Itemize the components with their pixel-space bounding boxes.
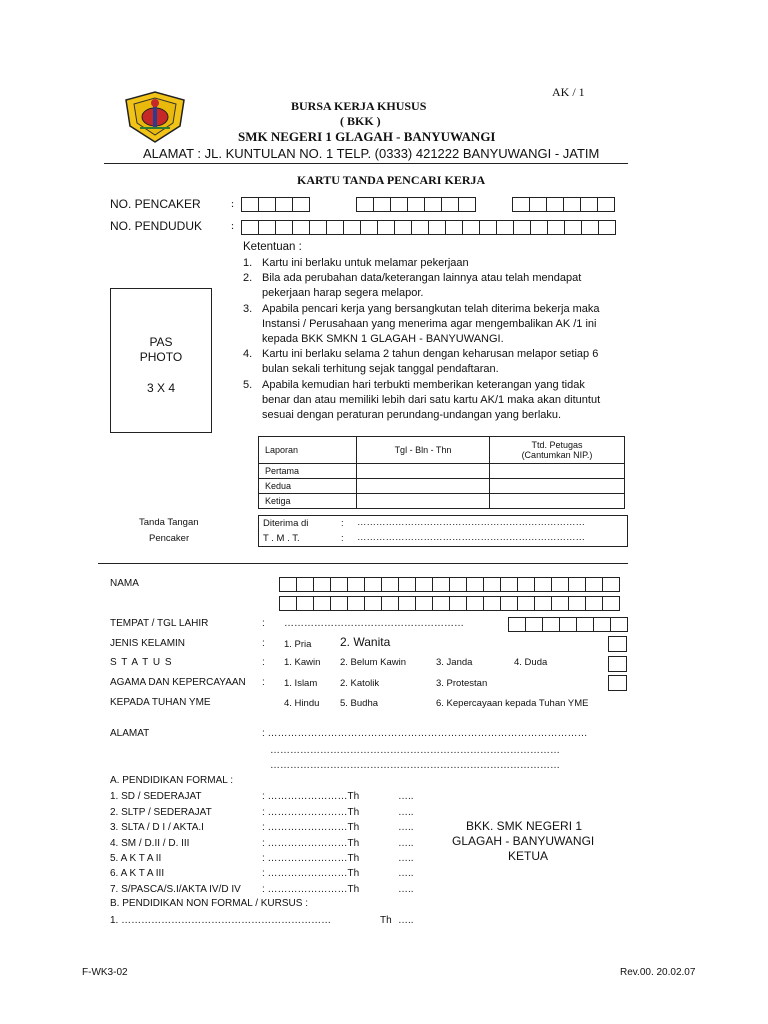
ketentuan-number: 3. <box>243 302 253 315</box>
pendidikan-formal-tail[interactable]: ….. <box>398 822 414 833</box>
tgl-lahir-boxes[interactable] <box>508 617 627 632</box>
jk-option-pria: 1. Pria <box>284 639 312 650</box>
status-colon: : <box>262 657 265 668</box>
ketentuan-line <box>243 332 600 347</box>
nonformal-item[interactable]: 1. ……………………………………………………… <box>110 915 332 926</box>
no-penduduk-colon: : <box>231 220 235 232</box>
status-option: 4. Duda <box>514 657 548 668</box>
header-title-3: SMK NEGERI 1 GLAGAH - BANYUWANGI <box>238 129 496 144</box>
tempat-label: TEMPAT / TGL LAHIR <box>110 618 209 629</box>
agama-option: 5. Budha <box>340 698 379 709</box>
pendidikan-formal-tail[interactable]: ….. <box>398 884 414 895</box>
pendidikan-formal-value[interactable]: : ……………………Th <box>262 791 360 802</box>
nonformal-th: Th <box>380 915 392 926</box>
ketentuan-text: benar dan atau memiliki lebih dari satu kartu AK/1 maka akan dituntut <box>262 393 601 406</box>
laporan-cell[interactable] <box>357 494 490 509</box>
stamp-line-2: GLAGAH - BANYUWANGI <box>452 834 595 848</box>
tempat-dots[interactable]: ……………………………………………… <box>284 618 464 629</box>
photo-label-2: PHOTO <box>139 350 183 364</box>
status-label: S T A T U S <box>110 657 173 668</box>
ketentuan-line <box>243 362 600 377</box>
tmt-label: T . M . T. <box>263 533 300 544</box>
laporan-row-label: Kedua <box>259 479 357 494</box>
pendidikan-formal-tail[interactable]: ….. <box>398 791 414 802</box>
nama-boxes-1[interactable] <box>279 577 619 592</box>
pendidikan-formal-value[interactable]: : ……………………Th <box>262 822 360 833</box>
ketentuan-line <box>243 317 600 332</box>
agama-option: 3. Protestan <box>436 678 488 689</box>
signature-label-2: Pencaker <box>149 533 190 544</box>
pendidikan-formal-tail[interactable]: ….. <box>398 807 414 818</box>
card-title: KARTU TANDA PENCARI KERJA <box>297 173 486 187</box>
pendidikan-formal-title: A. PENDIDIKAN FORMAL : <box>110 775 233 786</box>
ketentuan-line <box>243 302 600 317</box>
ketentuan-text: kepada BKK SMKN 1 GLAGAH - BANYUWANGI. <box>262 333 504 346</box>
laporan-cell[interactable] <box>357 479 490 494</box>
ketentuan-text: Apabila pencari kerja yang bersangkutan telah diterima bekerja maka <box>262 302 600 315</box>
tgl-header: Tgl - Bln - Thn <box>357 437 490 464</box>
nonformal-tail[interactable]: ….. <box>398 915 414 926</box>
footer-revision: Rev.00. 20.02.07 <box>620 967 696 978</box>
ketentuan-text: pekerjaan harap segera melapor. <box>262 287 424 300</box>
ketentuan-line <box>243 408 600 423</box>
ketentuan-line <box>243 378 600 393</box>
pendidikan-formal-label: 7. S/PASCA/S.I/AKTA IV/D IV <box>110 884 241 895</box>
laporan-cell[interactable] <box>490 479 625 494</box>
ttd-header-line2: (Cantumkan NIP.) <box>521 450 593 460</box>
pendidikan-formal-tail[interactable]: ….. <box>398 868 414 879</box>
ketentuan-line <box>243 393 600 408</box>
diterima-label: Diterima di <box>263 518 309 529</box>
pendidikan-formal-tail[interactable]: ….. <box>398 853 414 864</box>
tmt-dots[interactable]: ……………………………………………………………… <box>357 532 585 543</box>
laporan-cell[interactable] <box>357 464 490 479</box>
pendidikan-formal-label: 3. SLTA / D I / AKTA.I <box>110 822 204 833</box>
school-logo <box>122 90 188 144</box>
ketentuan-title: Ketentuan : <box>243 241 302 253</box>
jenis-kelamin-label: JENIS KELAMIN <box>110 638 186 649</box>
laporan-header: Laporan <box>259 437 357 464</box>
pendidikan-formal-tail[interactable]: ….. <box>398 838 414 849</box>
pendidikan-formal-value[interactable]: : ……………………Th <box>262 838 360 849</box>
alamat-line-1[interactable]: : …………………………………………………………………………………… <box>262 728 588 739</box>
pendidikan-formal-value[interactable]: : ……………………Th <box>262 807 360 818</box>
ketentuan-number: 1. <box>243 257 253 269</box>
status-checkbox[interactable] <box>608 656 627 672</box>
ketentuan-number: 4. <box>243 348 253 361</box>
tmt-colon: : <box>341 533 344 544</box>
ketentuan-text: Kartu ini berlaku selama 2 tahun dengan keharusan melapor setiap 6 <box>262 348 599 361</box>
ketentuan-line <box>243 286 600 301</box>
ketentuan-text: Apabila kemudian hari terbukti memberikan keterangan yang tidak <box>262 378 585 391</box>
ttd-header <box>490 437 625 464</box>
ketentuan-number: 5. <box>243 378 253 391</box>
jenis-kelamin-colon: : <box>262 638 265 649</box>
photo-label-1: PAS <box>149 335 173 349</box>
alamat-label: ALAMAT <box>110 728 150 739</box>
no-pencaker-boxes-2[interactable] <box>356 197 475 212</box>
pendidikan-formal-label: 5. A K T A II <box>110 853 162 864</box>
pendidikan-formal-value[interactable]: : ……………………Th <box>262 884 360 895</box>
photo-label-3: 3 X 4 <box>146 381 176 395</box>
diterima-colon: : <box>341 518 344 529</box>
nama-label: NAMA <box>110 578 139 589</box>
status-option: 1. Kawin <box>284 657 321 668</box>
diterima-dots[interactable]: ……………………………………………………………… <box>357 517 585 528</box>
status-option: 3. Janda <box>436 657 473 668</box>
diterima-box <box>258 515 628 547</box>
agama-option: 4. Hindu <box>284 698 320 709</box>
header-divider <box>104 163 628 164</box>
ketentuan-text: sesuai dengan peraturan perundang-undangan yang berlaku. <box>262 409 562 422</box>
no-penduduk-label: NO. PENDUDUK <box>110 219 203 233</box>
agama-colon: : <box>262 677 265 688</box>
alamat-line-2[interactable]: …………………………………………………………………………… <box>270 745 560 756</box>
header-title-2: ( BKK ) <box>340 114 381 128</box>
ketentuan-line <box>243 271 600 286</box>
no-pencaker-label: NO. PENCAKER <box>110 197 201 211</box>
pendidikan-formal-value[interactable]: : ……………………Th <box>262 853 360 864</box>
pendidikan-formal-label: 1. SD / SEDERAJAT <box>110 791 202 802</box>
no-pencaker-colon: : <box>231 198 235 210</box>
stamp-line-3: KETUA <box>508 849 549 863</box>
photo-box <box>110 288 212 433</box>
tempat-colon: : <box>262 618 265 629</box>
ketentuan-line <box>243 347 600 362</box>
status-option: 2. Belum Kawin <box>340 657 407 668</box>
agama-option: 1. Islam <box>284 678 318 689</box>
ketentuan-line <box>243 256 600 271</box>
alamat-line-3[interactable]: …………………………………………………………………………… <box>270 760 560 771</box>
pendidikan-formal-label: 2. SLTP / SEDERAJAT <box>110 807 212 818</box>
laporan-cell[interactable] <box>490 464 625 479</box>
jk-option-wanita: 2. Wanita <box>340 635 391 649</box>
header-address: ALAMAT : JL. KUNTULAN NO. 1 TELP. (0333) 421222 BANYUWANGI - JATIM <box>143 146 600 161</box>
laporan-row-label: Ketiga <box>259 494 357 509</box>
pendidikan-nonformal-title: B. PENDIDIKAN NON FORMAL / KURSUS : <box>110 898 308 909</box>
no-penduduk-boxes[interactable] <box>241 220 615 235</box>
kepada-label: KEPADA TUHAN YME <box>110 697 211 708</box>
no-pencaker-boxes-3[interactable] <box>512 197 614 212</box>
pendidikan-formal-value[interactable]: : ……………………Th <box>262 868 360 879</box>
form-code: AK / 1 <box>552 85 585 99</box>
header-title-1: BURSA KERJA KHUSUS <box>291 99 427 113</box>
pendidikan-formal-label: 6. A K T A III <box>110 868 165 879</box>
laporan-table <box>258 436 625 509</box>
section-divider <box>98 563 628 564</box>
laporan-row-label: Pertama <box>259 464 357 479</box>
ketentuan-list <box>243 256 600 423</box>
jenis-kelamin-checkbox[interactable] <box>608 636 627 652</box>
stamp-line-1: BKK. SMK NEGERI 1 <box>466 819 583 833</box>
ketentuan-text: Bila ada perubahan data/keterangan lainnya atau telah mendapat <box>262 272 582 285</box>
nama-boxes-2[interactable] <box>279 596 619 611</box>
laporan-cell[interactable] <box>490 494 625 509</box>
agama-checkbox[interactable] <box>608 675 627 691</box>
ketentuan-text: Kartu ini berlaku untuk melamar pekerjaan <box>262 257 469 269</box>
agama-option: 6. Kepercayaan kepada Tuhan YME <box>436 698 589 709</box>
ttd-header-line1: Ttd. Petugas <box>531 440 583 450</box>
ketentuan-text: Instansi / Perusahaan yang menerima agar mengembalikan AK /1 ini <box>262 317 597 330</box>
footer-form-code: F-WK3-02 <box>82 967 128 978</box>
no-pencaker-boxes-1[interactable] <box>241 197 309 212</box>
ketentuan-number: 2. <box>243 272 253 285</box>
agama-label: AGAMA DAN KEPERCAYAAN <box>110 677 246 688</box>
signature-label-1: Tanda Tangan <box>139 517 199 528</box>
pendidikan-formal-label: 4. SM / D.II / D. III <box>110 838 190 849</box>
ketentuan-text: bulan sekali terhitung sejak tanggal pendaftaran. <box>262 363 499 376</box>
agama-option: 2. Katolik <box>340 678 380 689</box>
